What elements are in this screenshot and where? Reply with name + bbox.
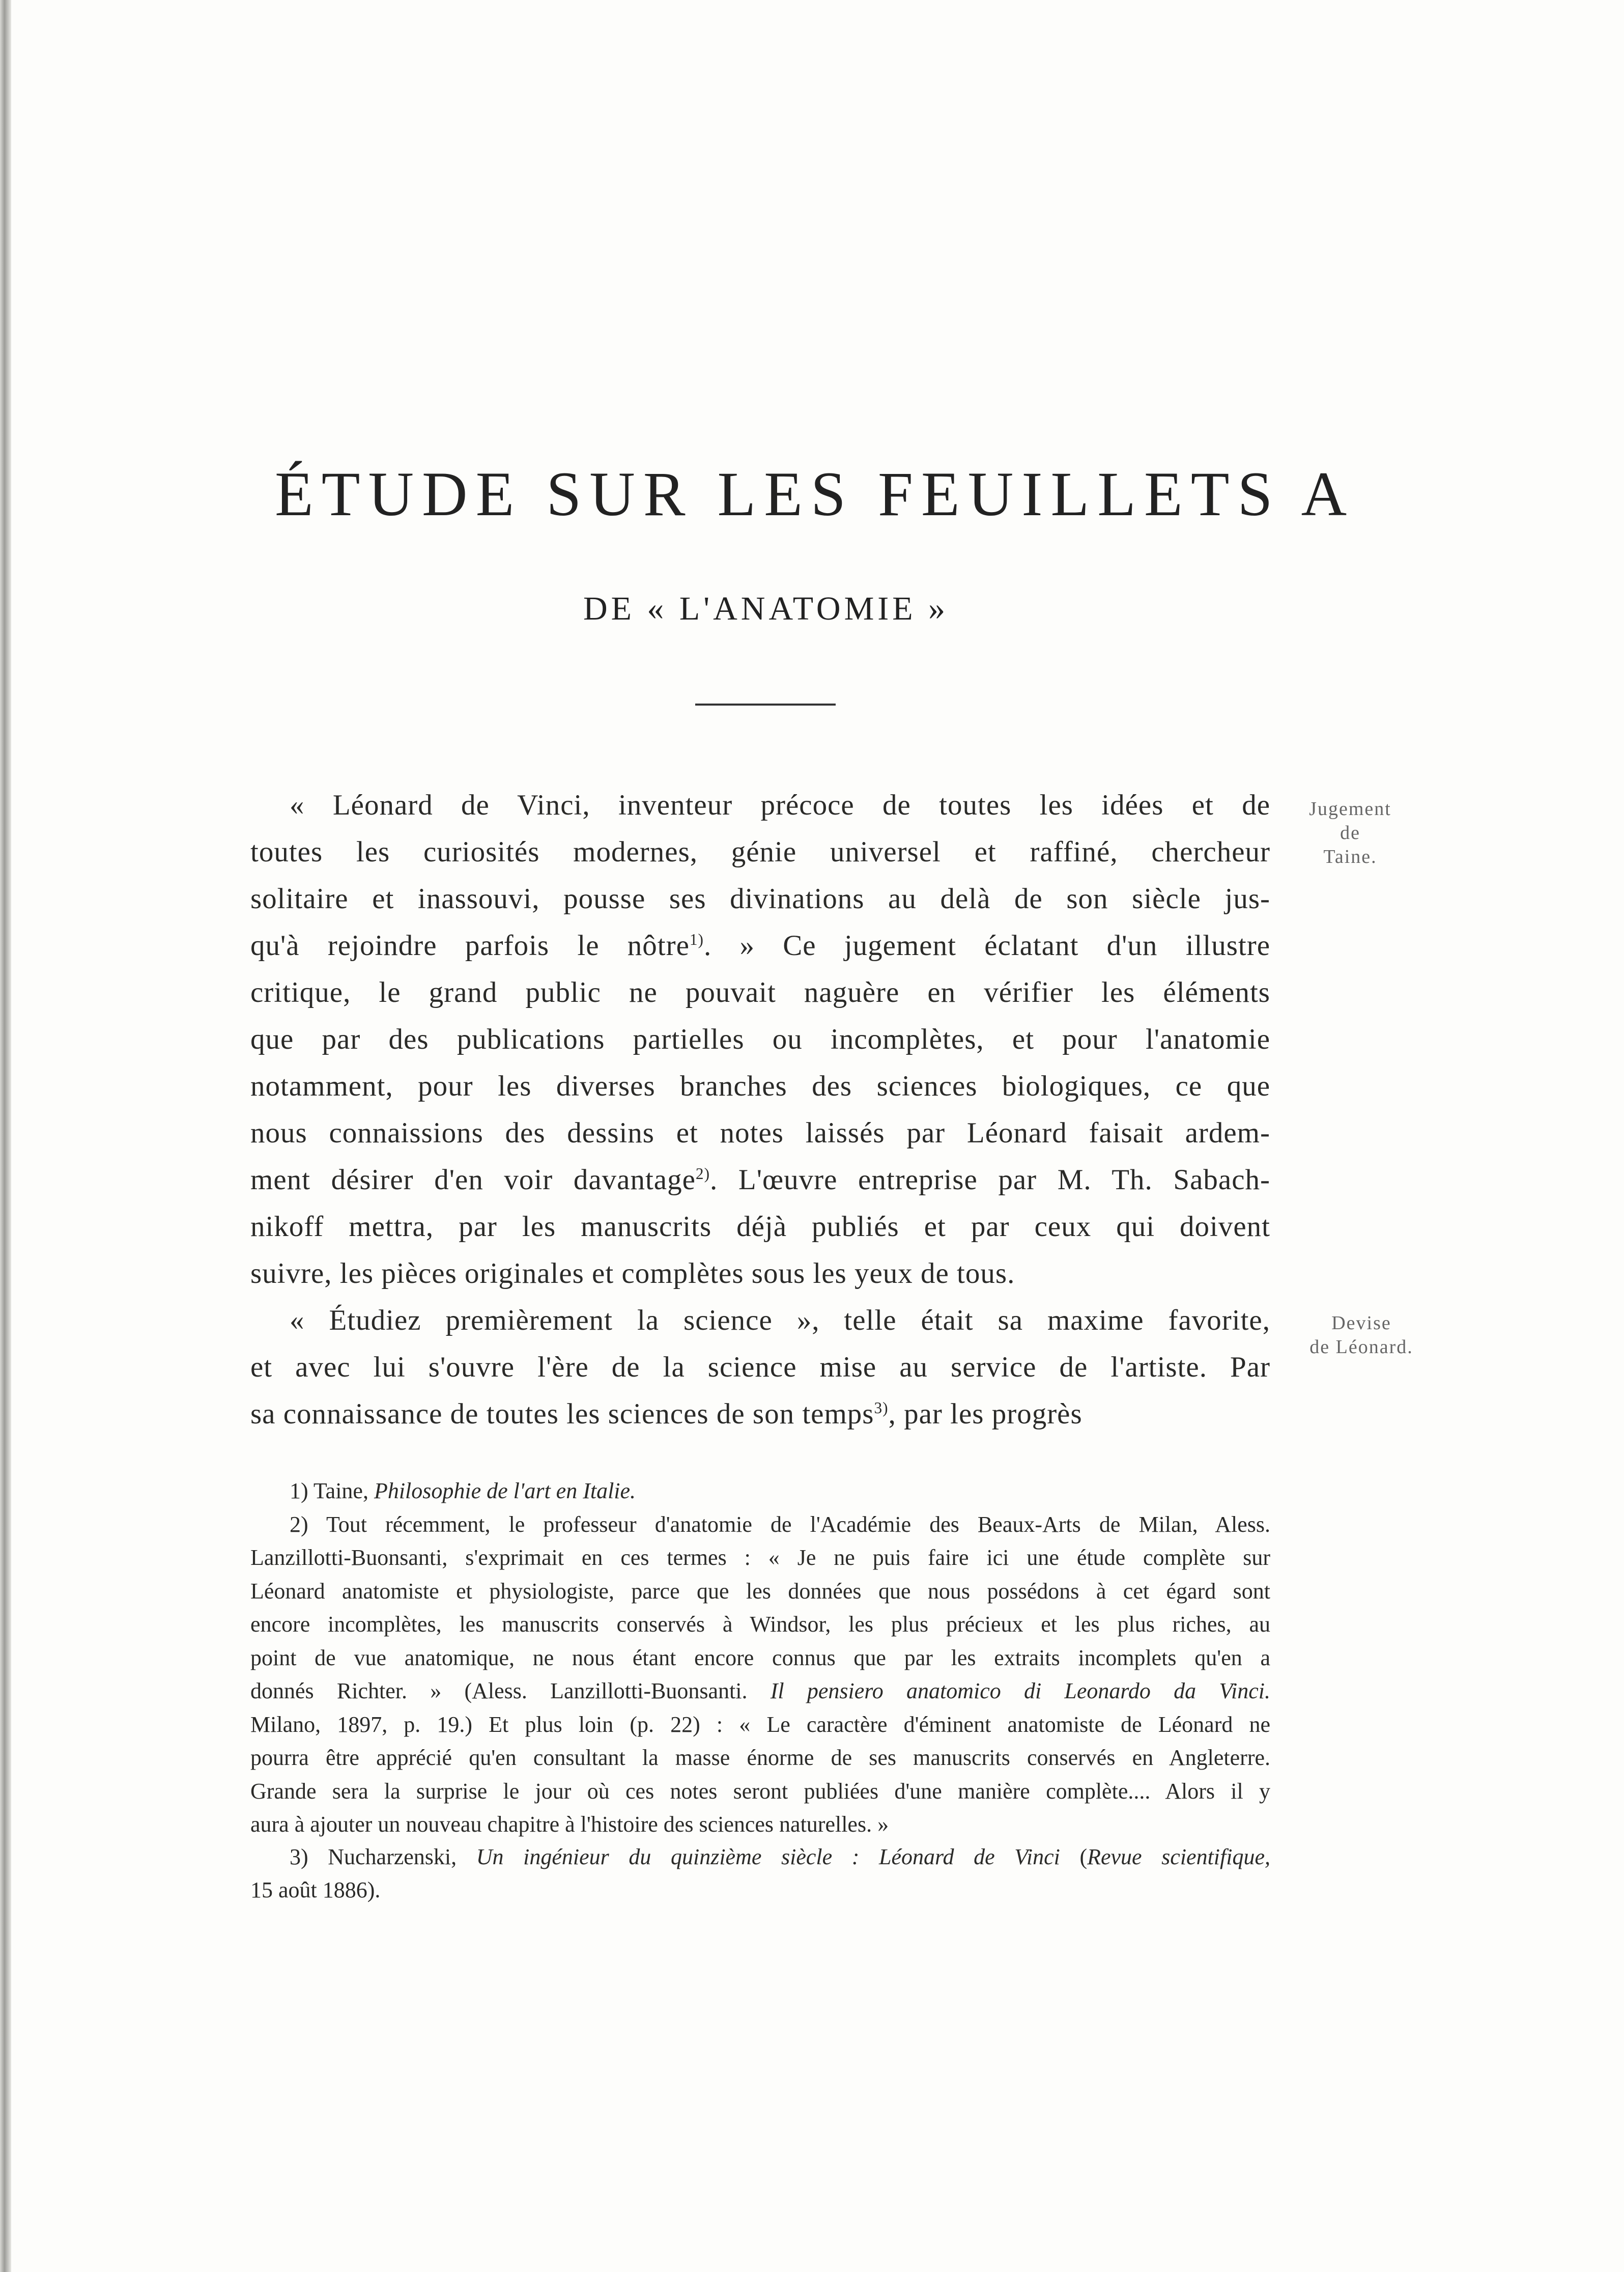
text-segment: suivre, les pièces originales et complètes sous les yeux de tous.: [250, 1257, 1015, 1289]
text-segment: critique, le grand public ne pouvait naguère en vérifier les éléments: [250, 976, 1270, 1008]
page-subtitle: DE « L'ANATOMIE »: [583, 590, 949, 627]
text-segment: « Étudiez premièrement la science », telle était sa maxime favorite,: [290, 1304, 1270, 1336]
text-segment: toutes les curiosités modernes, génie universel et raffiné, chercheur: [250, 836, 1270, 868]
text-segment: , par les progrès: [888, 1398, 1082, 1430]
footnote-ref: 3): [874, 1399, 889, 1417]
margin-note-line: de: [1340, 822, 1360, 844]
text-segment: donnés Richter. » (Aless. Lanzillotti-Buonsanti.: [250, 1678, 771, 1703]
text-segment: nikoff mettra, par les manuscrits déjà publiés et par ceux qui doivent: [250, 1211, 1270, 1243]
body-line: [250, 1250, 1270, 1297]
footnote-line: [250, 1575, 1270, 1608]
text-segment: 15 août 1886).: [250, 1877, 381, 1902]
footnote-ref: 2): [695, 1165, 710, 1183]
margin-note-line: Jugement: [1309, 798, 1391, 820]
footnote-line: [250, 1775, 1270, 1808]
title-divider: [695, 704, 836, 706]
text-segment: Revue scientifique,: [1087, 1844, 1271, 1869]
text-segment: Grande sera la surprise le jour où ces notes seront publiées d'une manière complète.... Alors il y: [250, 1778, 1270, 1804]
text-segment: 2) Tout récemment, le professeur d'anatomie de l'Académie des Beaux-Arts de Milan, Aless.: [290, 1511, 1270, 1537]
text-segment: encore incomplètes, les manuscrits conservés à Windsor, les plus précieux et les plus riches, au: [250, 1612, 1270, 1637]
margin-note-devise: [1295, 1311, 1428, 1359]
margin-note-line: Devise: [1331, 1312, 1391, 1334]
text-segment: (: [1060, 1844, 1088, 1869]
body-line: [250, 1390, 1270, 1438]
text-segment: et avec lui s'ouvre l'ère de la science mise au service de l'artiste. Par: [250, 1351, 1270, 1383]
text-segment: 3) Nucharzenski,: [290, 1844, 476, 1869]
body-line: [250, 1297, 1270, 1344]
footnote-line: [250, 1541, 1270, 1575]
text-segment: . L'œuvre entreprise par M. Th. Sabach-: [710, 1164, 1270, 1196]
text-segment: Un ingénieur du quinzième siècle : Léonard de Vinci: [476, 1844, 1060, 1869]
margin-note-jugement: [1299, 797, 1401, 869]
text-segment: Milano, 1897, p. 19.) Et plus loin (p. 22) : « Le caractère d'éminent anatomiste de Léonard ne: [250, 1712, 1270, 1737]
text-segment: . » Ce jugement éclatant d'un illustre: [704, 930, 1270, 962]
text-segment: sa connaissance de toutes les sciences de son temps: [250, 1398, 874, 1430]
footnote-line: [250, 1641, 1270, 1675]
text-segment: que par des publications partielles ou incomplètes, et pour l'anatomie: [250, 1023, 1270, 1055]
footnote-line: [250, 1608, 1270, 1641]
text-segment: Il pensiero anatomico di Leonardo da Vinci.: [770, 1678, 1270, 1703]
page-edge-shadow: [0, 0, 11, 2272]
footnote-line: [250, 1674, 1270, 1708]
text-segment: nous connaissions des dessins et notes laissés par Léonard faisait ardem-: [250, 1117, 1270, 1149]
text-segment: « Léonard de Vinci, inventeur précoce de toutes les idées et de: [290, 789, 1270, 821]
footnote-line: [250, 1840, 1270, 1874]
body-line: [250, 969, 1270, 1016]
body-line: [250, 922, 1270, 969]
text-segment: notamment, pour les diverses branches des sciences biologiques, ce que: [250, 1070, 1270, 1102]
margin-note-line: de Léonard.: [1309, 1336, 1413, 1358]
footnote-line: [250, 1873, 1270, 1907]
body-line: [250, 1203, 1270, 1250]
footnote-line: [250, 1474, 1270, 1508]
text-segment: point de vue anatomique, ne nous étant encore connus que par les extraits incomplets qu'en a: [250, 1645, 1270, 1670]
footnote-line: [250, 1708, 1270, 1742]
footnote-ref: 1): [689, 931, 704, 948]
body-line: [250, 875, 1270, 922]
text-segment: pourra être apprécié qu'en consultant la masse énorme de ses manuscrits conservés en Angleterre.: [250, 1745, 1270, 1770]
text-segment: Léonard anatomiste et physiologiste, parce que les données que nous possédons à cet égard sont: [250, 1578, 1270, 1604]
text-segment: Lanzillotti-Buonsanti, s'exprimait en ces termes : « Je ne puis faire ici une étude complète sur: [250, 1545, 1270, 1570]
body-line: [250, 1062, 1270, 1110]
text-segment: 1) Taine,: [290, 1478, 374, 1503]
text-segment: qu'à rejoindre parfois le nôtre: [250, 930, 690, 962]
footnote-line: [250, 1741, 1270, 1775]
footnote-line: [250, 1808, 1270, 1841]
body-line: [250, 1109, 1270, 1157]
body-line: [250, 1156, 1270, 1203]
text-segment: solitaire et inassouvi, pousse ses divinations au delà de son siècle jus-: [250, 883, 1270, 915]
page-title: ÉTUDE SUR LES FEUILLETS A: [275, 459, 1355, 529]
text-segment: Philosophie de l'art en Italie.: [374, 1478, 636, 1503]
body-line: [250, 1016, 1270, 1063]
body-line: [250, 1343, 1270, 1391]
margin-note-line: Taine.: [1323, 846, 1377, 867]
body-line: [250, 828, 1270, 876]
body-line: [250, 781, 1270, 829]
text-segment: ment désirer d'en voir davantage: [250, 1164, 696, 1196]
footnote-line: [250, 1508, 1270, 1541]
text-segment: aura à ajouter un nouveau chapitre à l'histoire des sciences naturelles. »: [250, 1812, 889, 1837]
